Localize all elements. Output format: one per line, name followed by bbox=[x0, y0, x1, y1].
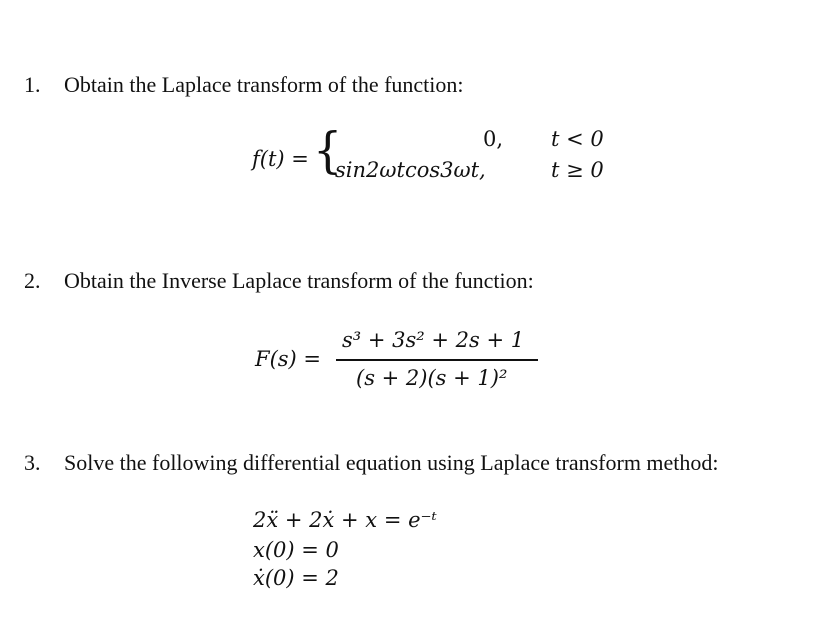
problem-2-lhs: F(s) = bbox=[255, 347, 322, 371]
problem-2-statement bbox=[24, 268, 534, 294]
problem-3-statement bbox=[24, 450, 719, 476]
problem-1-case-2-cond: t ≥ 0 bbox=[551, 158, 604, 182]
problem-1-case-1-expr: 0, bbox=[483, 127, 504, 151]
problem-2-denominator: (s + 2)(s + 1)² bbox=[356, 366, 508, 390]
problem-3-number: 3. bbox=[24, 450, 41, 475]
problem-2-number: 2. bbox=[24, 268, 41, 293]
problem-1-text: Obtain the Laplace transform of the function: bbox=[64, 72, 464, 97]
problem-2-text: Obtain the Inverse Laplace transform of the function: bbox=[64, 268, 534, 293]
problem-2-numerator: s³ + 3s² + 2s + 1 bbox=[342, 328, 525, 352]
problem-1-statement bbox=[24, 72, 464, 98]
problem-1-case-1-cond: t < 0 bbox=[551, 127, 604, 151]
problem-1-case-2-expr: sin2ωtcos3ωt, bbox=[335, 158, 486, 182]
problem-2-fraction-bar bbox=[336, 359, 538, 361]
problem-3-equation-3: ẋ(0) = 2 bbox=[253, 566, 339, 590]
problem-1-brace: { bbox=[313, 121, 343, 179]
problem-3-text: Solve the following differential equation using Laplace transform method: bbox=[64, 450, 719, 475]
problem-1-lhs: f(t) = bbox=[252, 147, 309, 171]
problem-3-equation-1: 2ẍ + 2ẋ + x = e⁻ᵗ bbox=[253, 508, 437, 532]
problem-1-number: 1. bbox=[24, 72, 41, 97]
problem-3-equation-2: x(0) = 0 bbox=[253, 538, 339, 562]
